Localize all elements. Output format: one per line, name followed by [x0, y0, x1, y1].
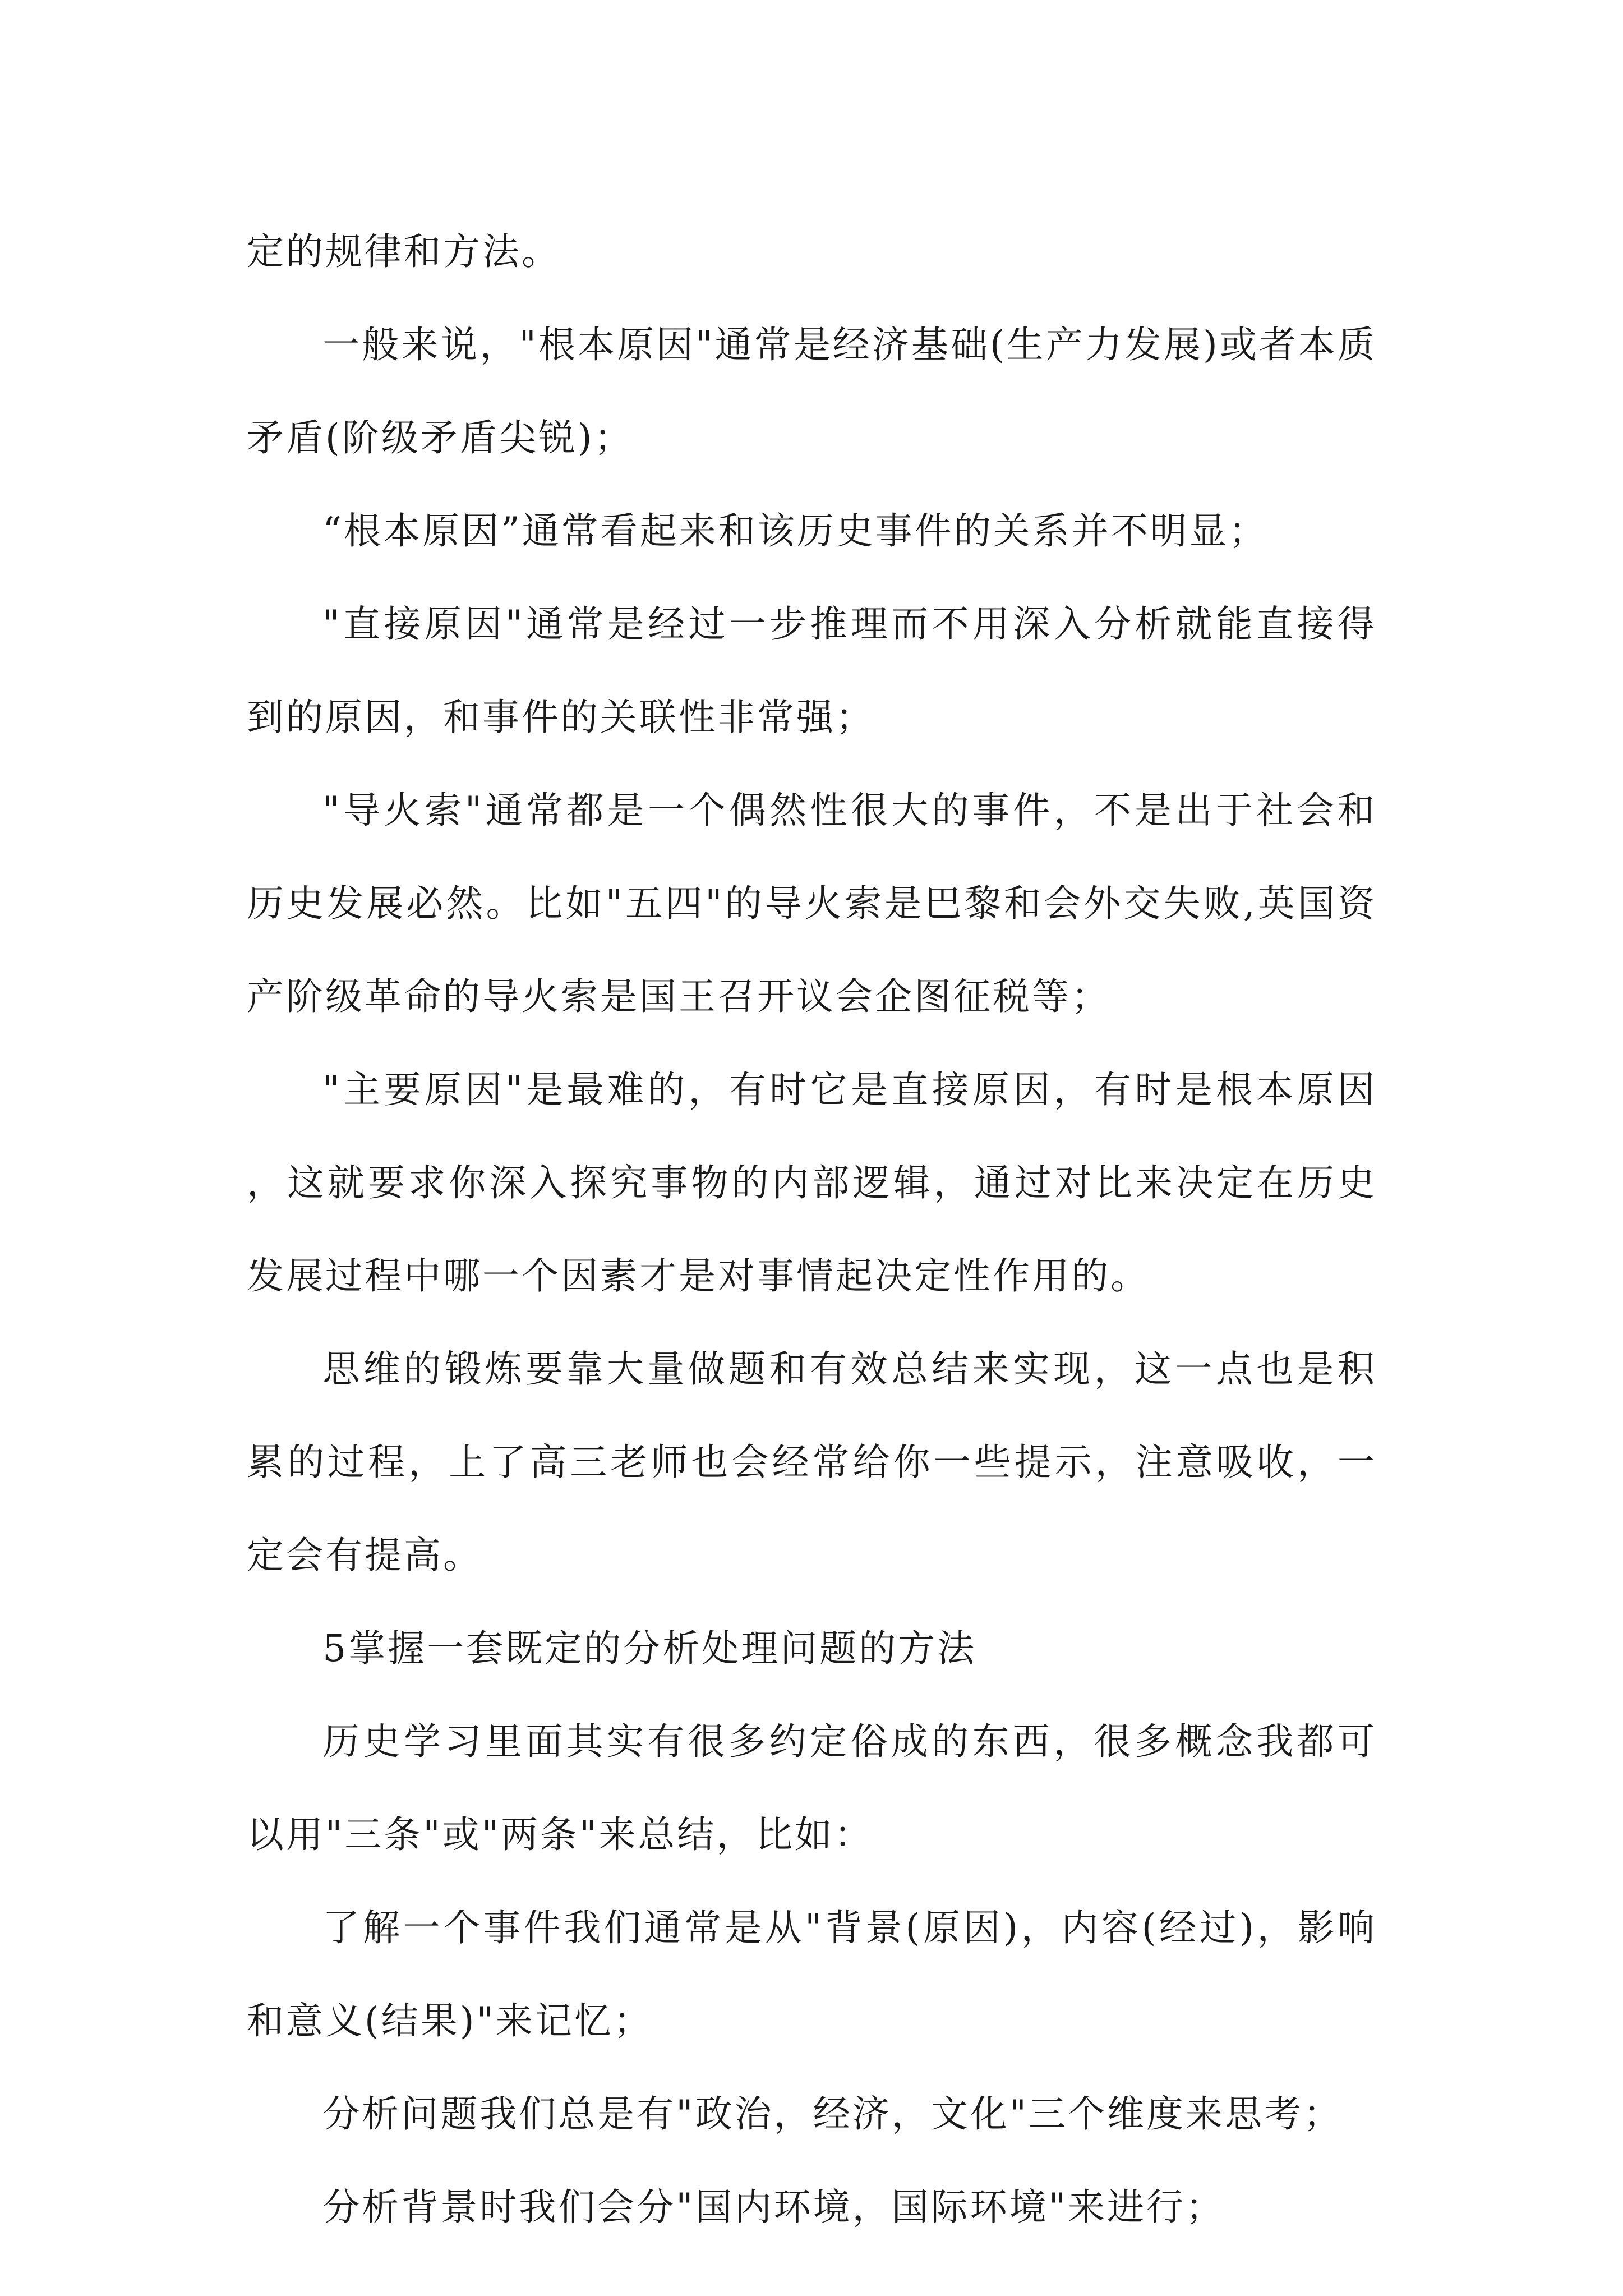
paragraph-conventions: 历史学习里面其实有很多约定俗成的东西，很多概念我都可以用"三条"或"两条"来总结，比如： [247, 1720, 1377, 1856]
section-heading-method: 5掌握一套既定的分析处理问题的方法 [322, 1627, 977, 1670]
paragraph-background-analysis: 分析背景时我们会分"国内环境，国际环境"来进行； [322, 2185, 1225, 2229]
paragraph-root-cause-relation: “根本原因”通常看起来和该历史事件的关系并不明显； [322, 509, 1268, 553]
paragraph-analysis-dimensions: 分析问题我们总是有"政治，经济，文化"三个维度来思考； [322, 2092, 1343, 2136]
body-text [247, 205, 1377, 2254]
paragraph-thinking-practice: 思维的锻炼要靠大量做题和有效总结来实现，这一点也是积累的过程，上了高三老师也会经常给你一些提示，注意吸收，一定会有提高。 [247, 1347, 1377, 1577]
paragraph-main-cause: "主要原因"是最难的，有时它是直接原因，有时是根本原因，这就要求你深入探究事物的内部逻辑，通过对比来决定在历史发展过程中哪一个因素才是对事情起决定性作用的。 [247, 1068, 1377, 1297]
paragraph-direct-cause: "直接原因"通常是经过一步推理而不用深入分析就能直接得到的原因，和事件的关联性非常强； [247, 602, 1377, 739]
paragraph-trigger: "导火索"通常都是一个偶然性很大的事件，不是出于社会和历史发展必然。比如"五四"的导火索是巴黎和会外交失败,英国资产阶级革命的导火索是国王召开议会企图征税等； [247, 789, 1377, 1018]
paragraph-event-memory: 了解一个事件我们通常是从"背景(原因)，内容(经过)，影响和意义(结果)"来记忆； [247, 1906, 1377, 2042]
paragraph-root-cause-definition: 一般来说，"根本原因"通常是经济基础(生产力发展)或者本质矛盾(阶级矛盾尖锐)； [247, 323, 1377, 459]
paragraph-continuation: 定的规律和方法。 [247, 230, 561, 273]
